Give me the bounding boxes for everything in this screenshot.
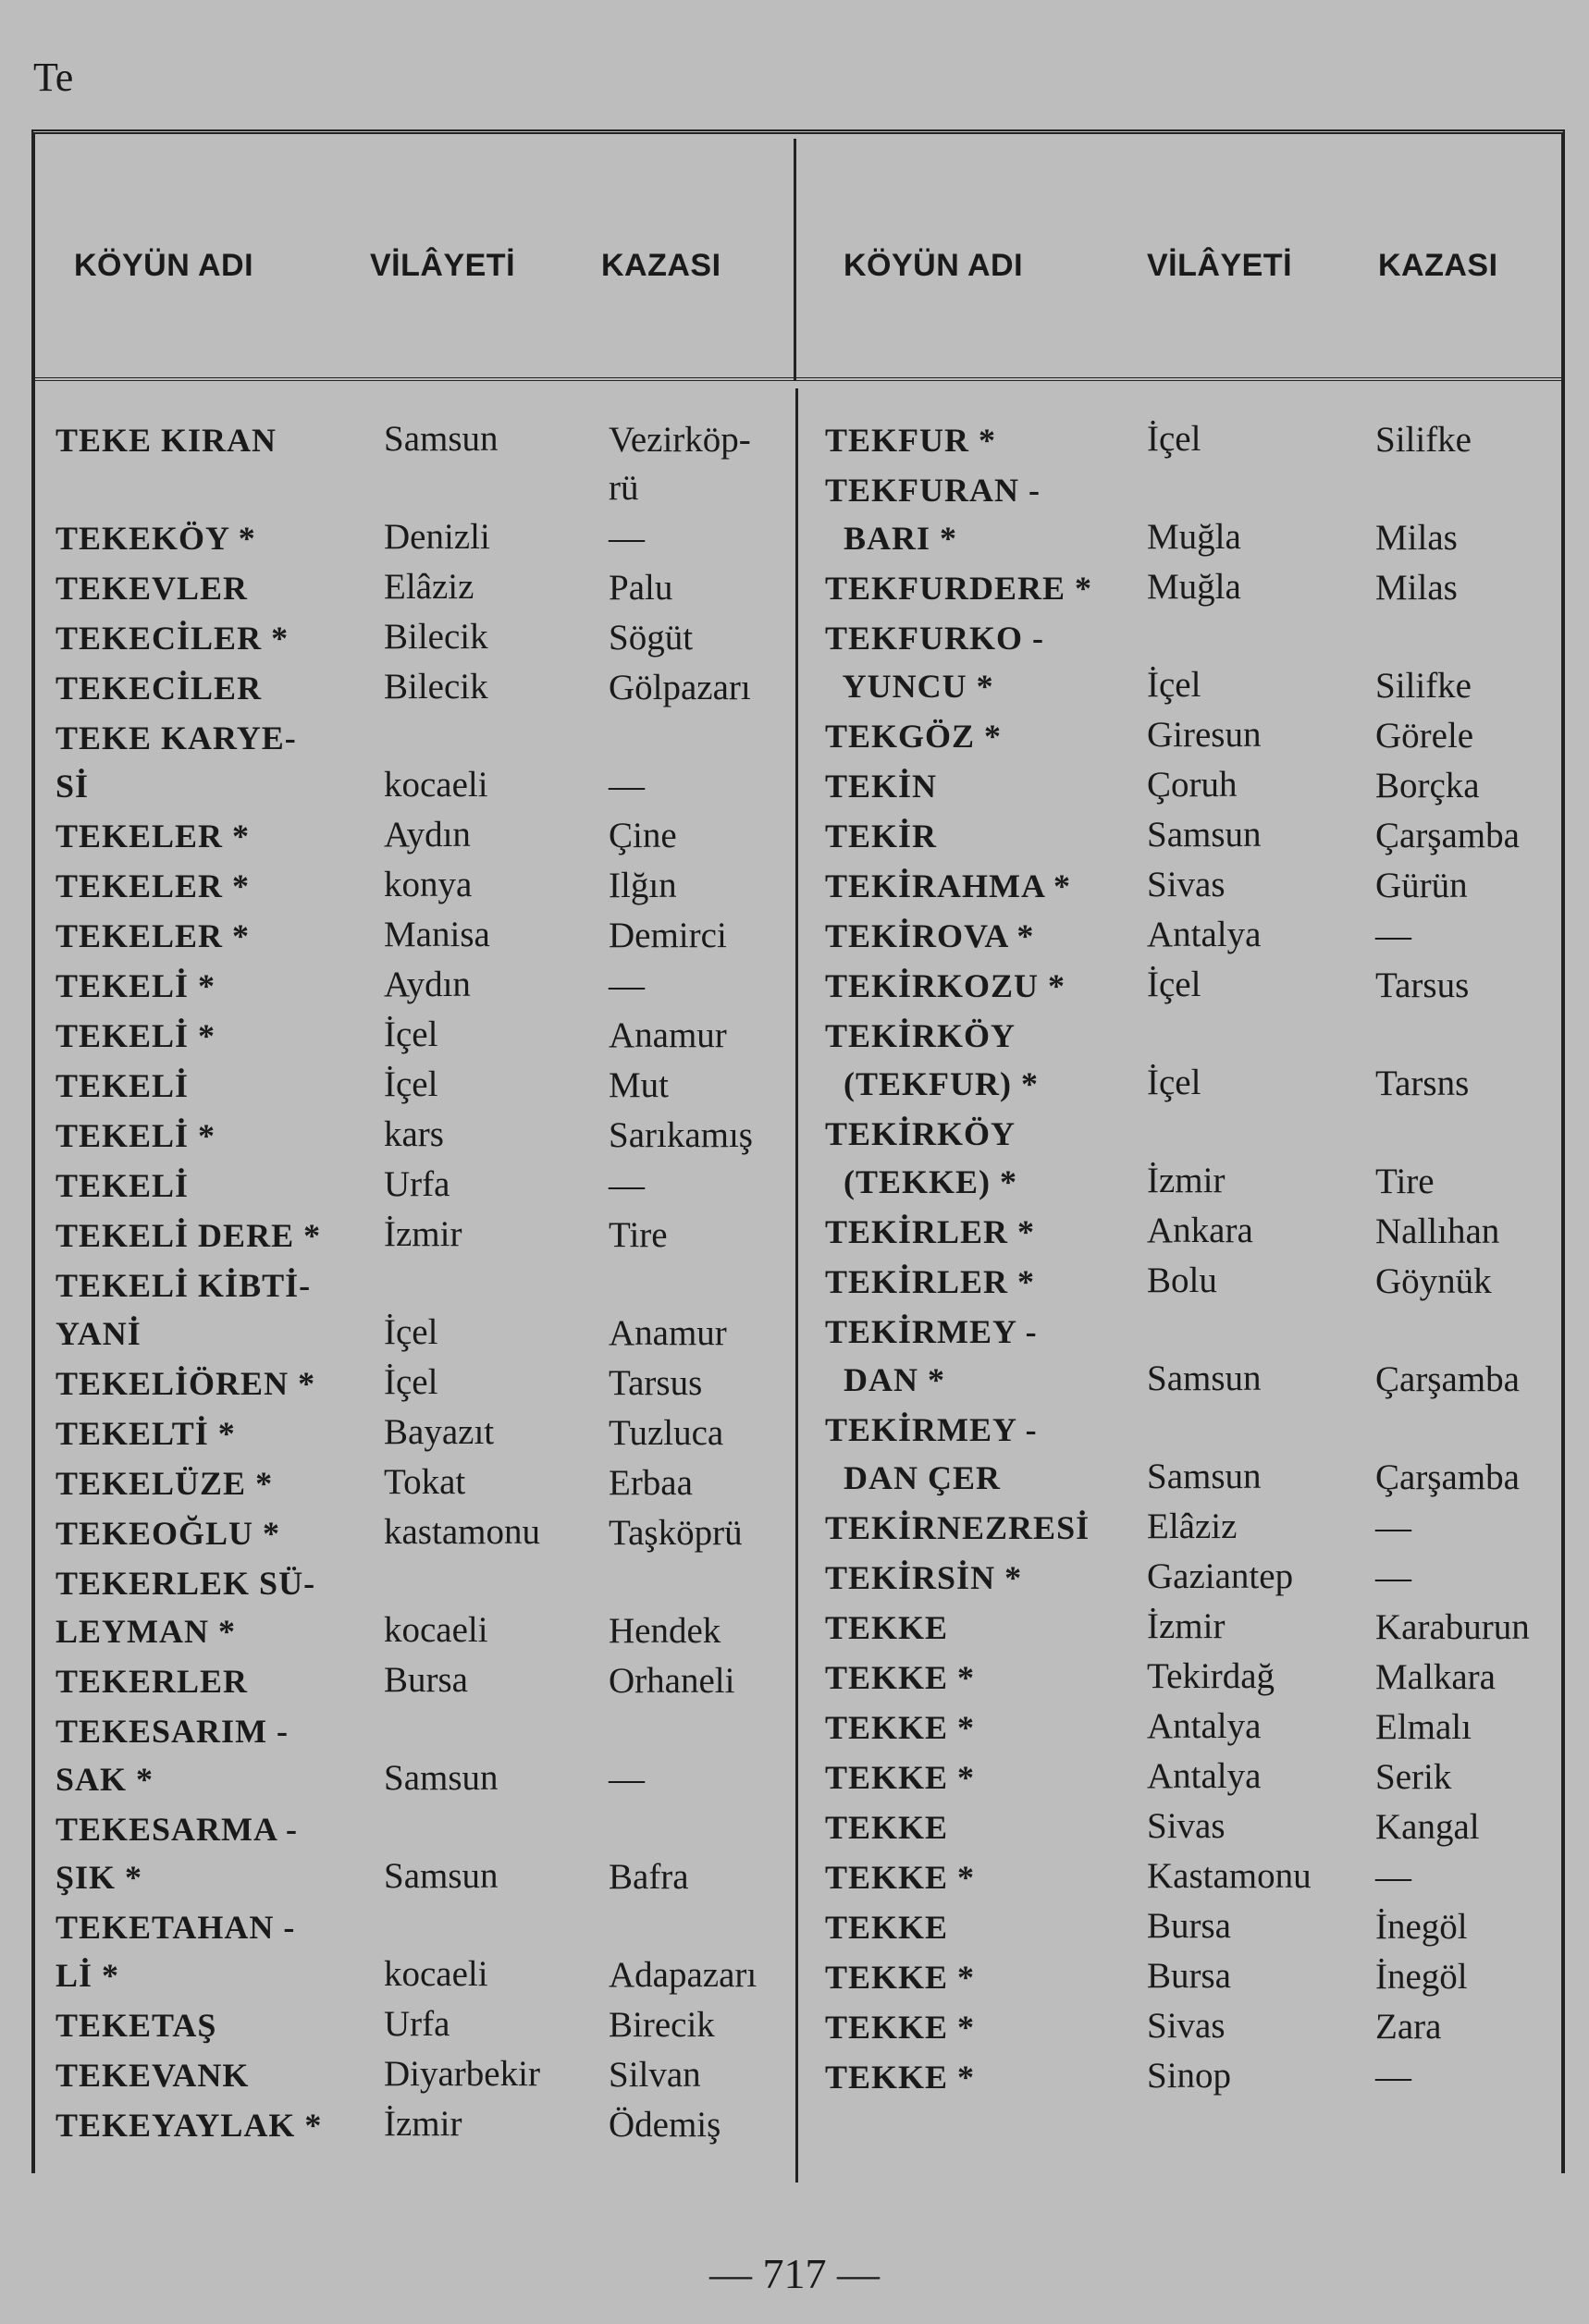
district: İnegöl bbox=[1375, 1957, 1468, 1997]
province: Aydın bbox=[384, 965, 471, 1004]
district: Çarşamba bbox=[1375, 1359, 1520, 1399]
province: Antalya bbox=[1147, 1706, 1262, 1746]
village-row bbox=[825, 1903, 1556, 1951]
village-row bbox=[55, 962, 795, 1010]
village-row bbox=[55, 1012, 795, 1060]
province: İçel bbox=[384, 1362, 438, 1402]
district: Sarıkamış bbox=[609, 1115, 753, 1155]
village-name: TEKECİLER * bbox=[55, 620, 289, 657]
province: Samsun bbox=[1147, 815, 1262, 855]
province: Antalya bbox=[1147, 915, 1262, 954]
village-row bbox=[825, 2003, 1556, 2051]
district: Orhaneli bbox=[609, 1661, 735, 1701]
village-name: TEKGÖZ * bbox=[825, 718, 1003, 755]
village-name: TEKELİ DERE * bbox=[55, 1217, 322, 1254]
district: Ödemiş bbox=[609, 2105, 721, 2145]
province: Samsun bbox=[384, 1856, 499, 1896]
province: Samsun bbox=[1147, 1457, 1262, 1496]
village-name: TEKERLER bbox=[55, 1663, 249, 1700]
district: Görele bbox=[1375, 716, 1474, 756]
village-name: TEKELİ bbox=[55, 1167, 190, 1204]
village-row bbox=[55, 564, 795, 612]
village-row bbox=[825, 1853, 1556, 1901]
village-row bbox=[55, 1409, 795, 1457]
province: Samsun bbox=[384, 1758, 499, 1798]
village-name: TEKİROVA * bbox=[825, 917, 1035, 954]
village-row bbox=[55, 614, 795, 662]
village-row bbox=[55, 514, 795, 562]
village-name: TEKİRKÖY (TEKFUR) * bbox=[825, 1017, 1039, 1102]
village-name: TEKELİ KİBTİ- YANİ bbox=[55, 1267, 312, 1352]
district: Mut bbox=[609, 1065, 670, 1105]
province: Antalya bbox=[1147, 1756, 1262, 1796]
village-name: TEKELİÖREN * bbox=[55, 1365, 316, 1402]
province: Samsun bbox=[384, 419, 499, 459]
village-row bbox=[55, 714, 795, 810]
village-row bbox=[825, 1654, 1556, 1702]
village-row bbox=[825, 1753, 1556, 1801]
village-name: TEKECİLER bbox=[55, 670, 263, 707]
province: Urfa bbox=[384, 1164, 450, 1204]
district: — bbox=[609, 1165, 645, 1205]
village-row bbox=[825, 1703, 1556, 1752]
village-name: TEKKE * bbox=[825, 1709, 976, 1746]
village-name: TEKKE bbox=[825, 1809, 949, 1846]
village-row bbox=[825, 762, 1556, 810]
district: Tuzluca bbox=[609, 1413, 724, 1453]
district: Tarsus bbox=[609, 1363, 703, 1403]
village-name: TEKFURKO - YUNCU * bbox=[825, 620, 1045, 705]
village-name: TEKESARIM - SAK * bbox=[55, 1713, 289, 1798]
village-row bbox=[825, 1554, 1556, 1602]
province: İzmir bbox=[384, 1214, 462, 1254]
province: Tekirdağ bbox=[1147, 1656, 1275, 1696]
village-name: TEKFUR * bbox=[825, 422, 997, 459]
village-name: TEKFURAN - BARI * bbox=[825, 472, 1041, 557]
village-name: TEKKE * bbox=[825, 1859, 976, 1896]
header-village-left: KÖYÜN ADI bbox=[74, 248, 254, 283]
province: Elâziz bbox=[384, 567, 474, 607]
province: Bilecik bbox=[384, 667, 488, 707]
district: Silifke bbox=[1375, 420, 1472, 460]
village-name: TEKELİ * bbox=[55, 1117, 216, 1154]
district: Tarsus bbox=[1375, 965, 1470, 1005]
village-name: TEKETAHAN - Lİ * bbox=[55, 1909, 296, 1994]
province: Urfa bbox=[384, 2004, 450, 2044]
village-row bbox=[825, 1012, 1556, 1108]
district: Çarşamba bbox=[1375, 816, 1520, 855]
district: Anamur bbox=[609, 1015, 727, 1055]
village-row bbox=[825, 812, 1556, 860]
village-name: TEKEKÖY * bbox=[55, 520, 256, 557]
village-name: TEKKE * bbox=[825, 1759, 976, 1796]
province: kastamonu bbox=[384, 1512, 540, 1552]
village-name: TEKELER * bbox=[55, 867, 251, 904]
district: Tire bbox=[609, 1215, 668, 1255]
province: İçel bbox=[384, 1064, 438, 1104]
province: Sivas bbox=[1147, 1806, 1226, 1846]
village-row bbox=[825, 614, 1556, 710]
page-number: — 717 — bbox=[709, 2250, 880, 2297]
village-name: TEKKE * bbox=[825, 2009, 976, 2046]
village-row bbox=[55, 1903, 795, 1999]
village-name: TEKİRLER * bbox=[825, 1213, 1036, 1250]
province: İzmir bbox=[1147, 1161, 1226, 1200]
district: Borçka bbox=[1375, 766, 1480, 805]
province: Denizli bbox=[384, 517, 490, 557]
village-name: TEKİRAHMA * bbox=[825, 867, 1072, 904]
village-row bbox=[55, 912, 795, 960]
village-name: TEKKE * bbox=[825, 1959, 976, 1996]
village-row bbox=[55, 1559, 795, 1655]
district: Karaburun bbox=[1375, 1607, 1530, 1647]
district: Gürün bbox=[1375, 866, 1468, 905]
district: Silvan bbox=[609, 2055, 701, 2095]
header-district-left: KAZASI bbox=[601, 248, 721, 283]
village-row bbox=[55, 1509, 795, 1557]
village-name: TEKKE bbox=[825, 1909, 949, 1946]
district: Birecik bbox=[609, 2005, 715, 2045]
village-row bbox=[825, 564, 1556, 612]
village-name: TEKERLEK SÜ- LEYMAN * bbox=[55, 1565, 316, 1650]
province: Diyarbekir bbox=[384, 2054, 540, 2094]
village-row bbox=[55, 862, 795, 910]
province: Sivas bbox=[1147, 2006, 1226, 2046]
village-row bbox=[55, 1062, 795, 1110]
village-name: TEKESARMA - ŞIK * bbox=[55, 1811, 299, 1896]
province: Bolu bbox=[1147, 1260, 1217, 1300]
village-row bbox=[55, 1459, 795, 1507]
district: Tarsns bbox=[1375, 1064, 1470, 1103]
district: Silifke bbox=[1375, 666, 1472, 706]
village-name: TEKELİ * bbox=[55, 1017, 216, 1054]
province: Aydın bbox=[384, 815, 471, 855]
district: — bbox=[609, 766, 645, 805]
village-name: TEKE KIRAN bbox=[55, 422, 277, 459]
village-row bbox=[55, 1261, 795, 1358]
header-village-right: KÖYÜN ADI bbox=[844, 248, 1024, 283]
village-name: TEKKE bbox=[825, 1609, 949, 1646]
province: Kastamonu bbox=[1147, 1856, 1312, 1896]
village-name: TEKİR bbox=[825, 818, 938, 855]
village-row bbox=[825, 1258, 1556, 1306]
province: Bursa bbox=[1147, 1956, 1231, 1996]
village-row bbox=[825, 416, 1556, 464]
province: İzmir bbox=[1147, 1606, 1226, 1646]
village-name: TEKİRKOZU * bbox=[825, 967, 1066, 1004]
village-name: TEKE KARYE- Sİ bbox=[55, 719, 297, 805]
province: İçel bbox=[384, 1014, 438, 1054]
district: İnegöl bbox=[1375, 1907, 1468, 1947]
district: Ilğın bbox=[609, 866, 677, 905]
province: Manisa bbox=[384, 915, 490, 954]
village-name: TEKEVLER bbox=[55, 570, 249, 607]
district: Milas bbox=[1375, 568, 1458, 608]
village-row bbox=[825, 1308, 1556, 1404]
province: Muğla bbox=[1147, 567, 1241, 607]
province: İçel bbox=[1147, 665, 1201, 705]
village-name: TEKİRLER * bbox=[825, 1263, 1036, 1300]
district: Çarşamba bbox=[1375, 1457, 1520, 1497]
village-row bbox=[825, 1110, 1556, 1206]
district: Çine bbox=[609, 816, 677, 855]
village-name: TEKİRMEY - DAN * bbox=[825, 1313, 1038, 1398]
province: Giresun bbox=[1147, 715, 1262, 755]
village-row bbox=[55, 1805, 795, 1901]
village-name: TEKELTİ * bbox=[55, 1415, 236, 1452]
province: Bilecik bbox=[384, 617, 488, 657]
header-district-right: KAZASI bbox=[1378, 248, 1498, 283]
district: — bbox=[609, 1759, 645, 1799]
district: Bafra bbox=[609, 1857, 689, 1897]
district: Demirci bbox=[609, 916, 727, 955]
district: Adapazarı bbox=[609, 1955, 758, 1995]
village-row bbox=[55, 1657, 795, 1705]
district: Gölpazarı bbox=[609, 668, 751, 707]
village-name: TEKETAŞ bbox=[55, 2007, 217, 2044]
village-row bbox=[55, 812, 795, 860]
district: Milas bbox=[1375, 518, 1458, 558]
province: İzmir bbox=[384, 2104, 462, 2144]
village-name: TEKEYAYLAK * bbox=[55, 2107, 323, 2144]
village-name: TEKKE * bbox=[825, 1659, 976, 1696]
village-name: TEKELİ bbox=[55, 1067, 190, 1104]
district: Hendek bbox=[609, 1611, 721, 1651]
table-header-row bbox=[31, 139, 1565, 381]
village-name: TEKEVANK bbox=[55, 2057, 250, 2094]
village-row bbox=[825, 1604, 1556, 1652]
province: Samsun bbox=[1147, 1359, 1262, 1398]
village-row bbox=[825, 912, 1556, 960]
village-row bbox=[55, 1112, 795, 1160]
village-row bbox=[55, 2101, 795, 2149]
running-head: Te bbox=[33, 55, 74, 100]
district: Palu bbox=[609, 568, 673, 608]
village-name: TEKİRSİN * bbox=[825, 1559, 1023, 1596]
village-name: TEKELER * bbox=[55, 818, 251, 855]
province: Bursa bbox=[1147, 1906, 1231, 1946]
village-row bbox=[825, 1504, 1556, 1552]
village-name: TEKİRNEZRESİ bbox=[825, 1509, 1090, 1546]
village-row bbox=[55, 1162, 795, 1210]
province: kocaeli bbox=[384, 765, 488, 805]
province: Gaziantep bbox=[1147, 1556, 1294, 1596]
province: Çoruh bbox=[1147, 765, 1238, 805]
village-row bbox=[55, 664, 795, 712]
district: Nallıhan bbox=[1375, 1211, 1500, 1251]
village-row bbox=[825, 862, 1556, 910]
village-row bbox=[55, 1359, 795, 1408]
village-row bbox=[825, 712, 1556, 760]
village-row bbox=[825, 1803, 1556, 1851]
district: Zara bbox=[1375, 2007, 1442, 2047]
column-divider bbox=[794, 139, 796, 381]
village-row bbox=[825, 1406, 1556, 1502]
header-province-left: VİLÂYETİ bbox=[370, 248, 516, 283]
village-name: TEKELÜZE * bbox=[55, 1465, 274, 1502]
district: — bbox=[609, 965, 645, 1005]
province: kocaeli bbox=[384, 1954, 488, 1994]
district: Malkara bbox=[1375, 1657, 1496, 1697]
district: — bbox=[1375, 1557, 1411, 1597]
province: Tokat bbox=[384, 1462, 466, 1502]
province: Sivas bbox=[1147, 865, 1226, 904]
district: Elmalı bbox=[1375, 1707, 1472, 1747]
province: kars bbox=[384, 1114, 444, 1154]
district: Erbaa bbox=[609, 1463, 693, 1503]
province: Ankara bbox=[1147, 1211, 1253, 1250]
village-row bbox=[55, 1707, 795, 1803]
village-name: TEKFURDERE * bbox=[825, 570, 1093, 607]
district: Kangal bbox=[1375, 1807, 1480, 1847]
district: — bbox=[1375, 1507, 1411, 1547]
district: Taşköprü bbox=[609, 1513, 743, 1553]
village-row bbox=[55, 2001, 795, 2049]
province: İçel bbox=[1147, 965, 1201, 1004]
village-row bbox=[825, 1208, 1556, 1256]
district: — bbox=[609, 518, 645, 558]
village-name: TEKEOĞLU * bbox=[55, 1515, 281, 1552]
province: Muğla bbox=[1147, 517, 1241, 557]
district: Vezirköp- rü bbox=[609, 420, 751, 508]
header-province-right: VİLÂYETİ bbox=[1147, 248, 1293, 283]
district: — bbox=[1375, 2057, 1411, 2097]
village-name: TEKİN bbox=[825, 768, 938, 805]
village-name: TEKKE * bbox=[825, 2059, 976, 2096]
village-row bbox=[825, 962, 1556, 1010]
province: İçel bbox=[1147, 419, 1201, 459]
district: Serik bbox=[1375, 1757, 1452, 1797]
district: — bbox=[1375, 1857, 1411, 1897]
province: Bursa bbox=[384, 1660, 468, 1700]
province: İçel bbox=[384, 1312, 438, 1352]
village-row bbox=[55, 1211, 795, 1260]
district: Göynük bbox=[1375, 1261, 1492, 1301]
district: Tire bbox=[1375, 1162, 1435, 1201]
village-name: TEKELER * bbox=[55, 917, 251, 954]
village-name: TEKİRMEY - DAN ÇER bbox=[825, 1411, 1038, 1496]
district: Sögüt bbox=[609, 618, 694, 658]
province: Bayazıt bbox=[384, 1412, 495, 1452]
village-name: TEKELİ * bbox=[55, 967, 216, 1004]
district: — bbox=[1375, 916, 1411, 955]
village-row bbox=[55, 2051, 795, 2099]
province: İçel bbox=[1147, 1063, 1201, 1102]
province: Elâziz bbox=[1147, 1506, 1238, 1546]
left-village-list bbox=[55, 416, 795, 2164]
village-row bbox=[825, 1953, 1556, 2001]
village-row bbox=[55, 416, 795, 512]
right-village-list bbox=[825, 416, 1556, 2164]
province: kocaeli bbox=[384, 1610, 488, 1650]
province: konya bbox=[384, 865, 473, 904]
column-divider bbox=[795, 388, 798, 2183]
village-row bbox=[825, 2053, 1556, 2101]
district: Anamur bbox=[609, 1313, 727, 1353]
village-row bbox=[825, 466, 1556, 562]
province: Sinop bbox=[1147, 2056, 1232, 2096]
village-name: TEKİRKÖY (TEKKE) * bbox=[825, 1115, 1018, 1200]
